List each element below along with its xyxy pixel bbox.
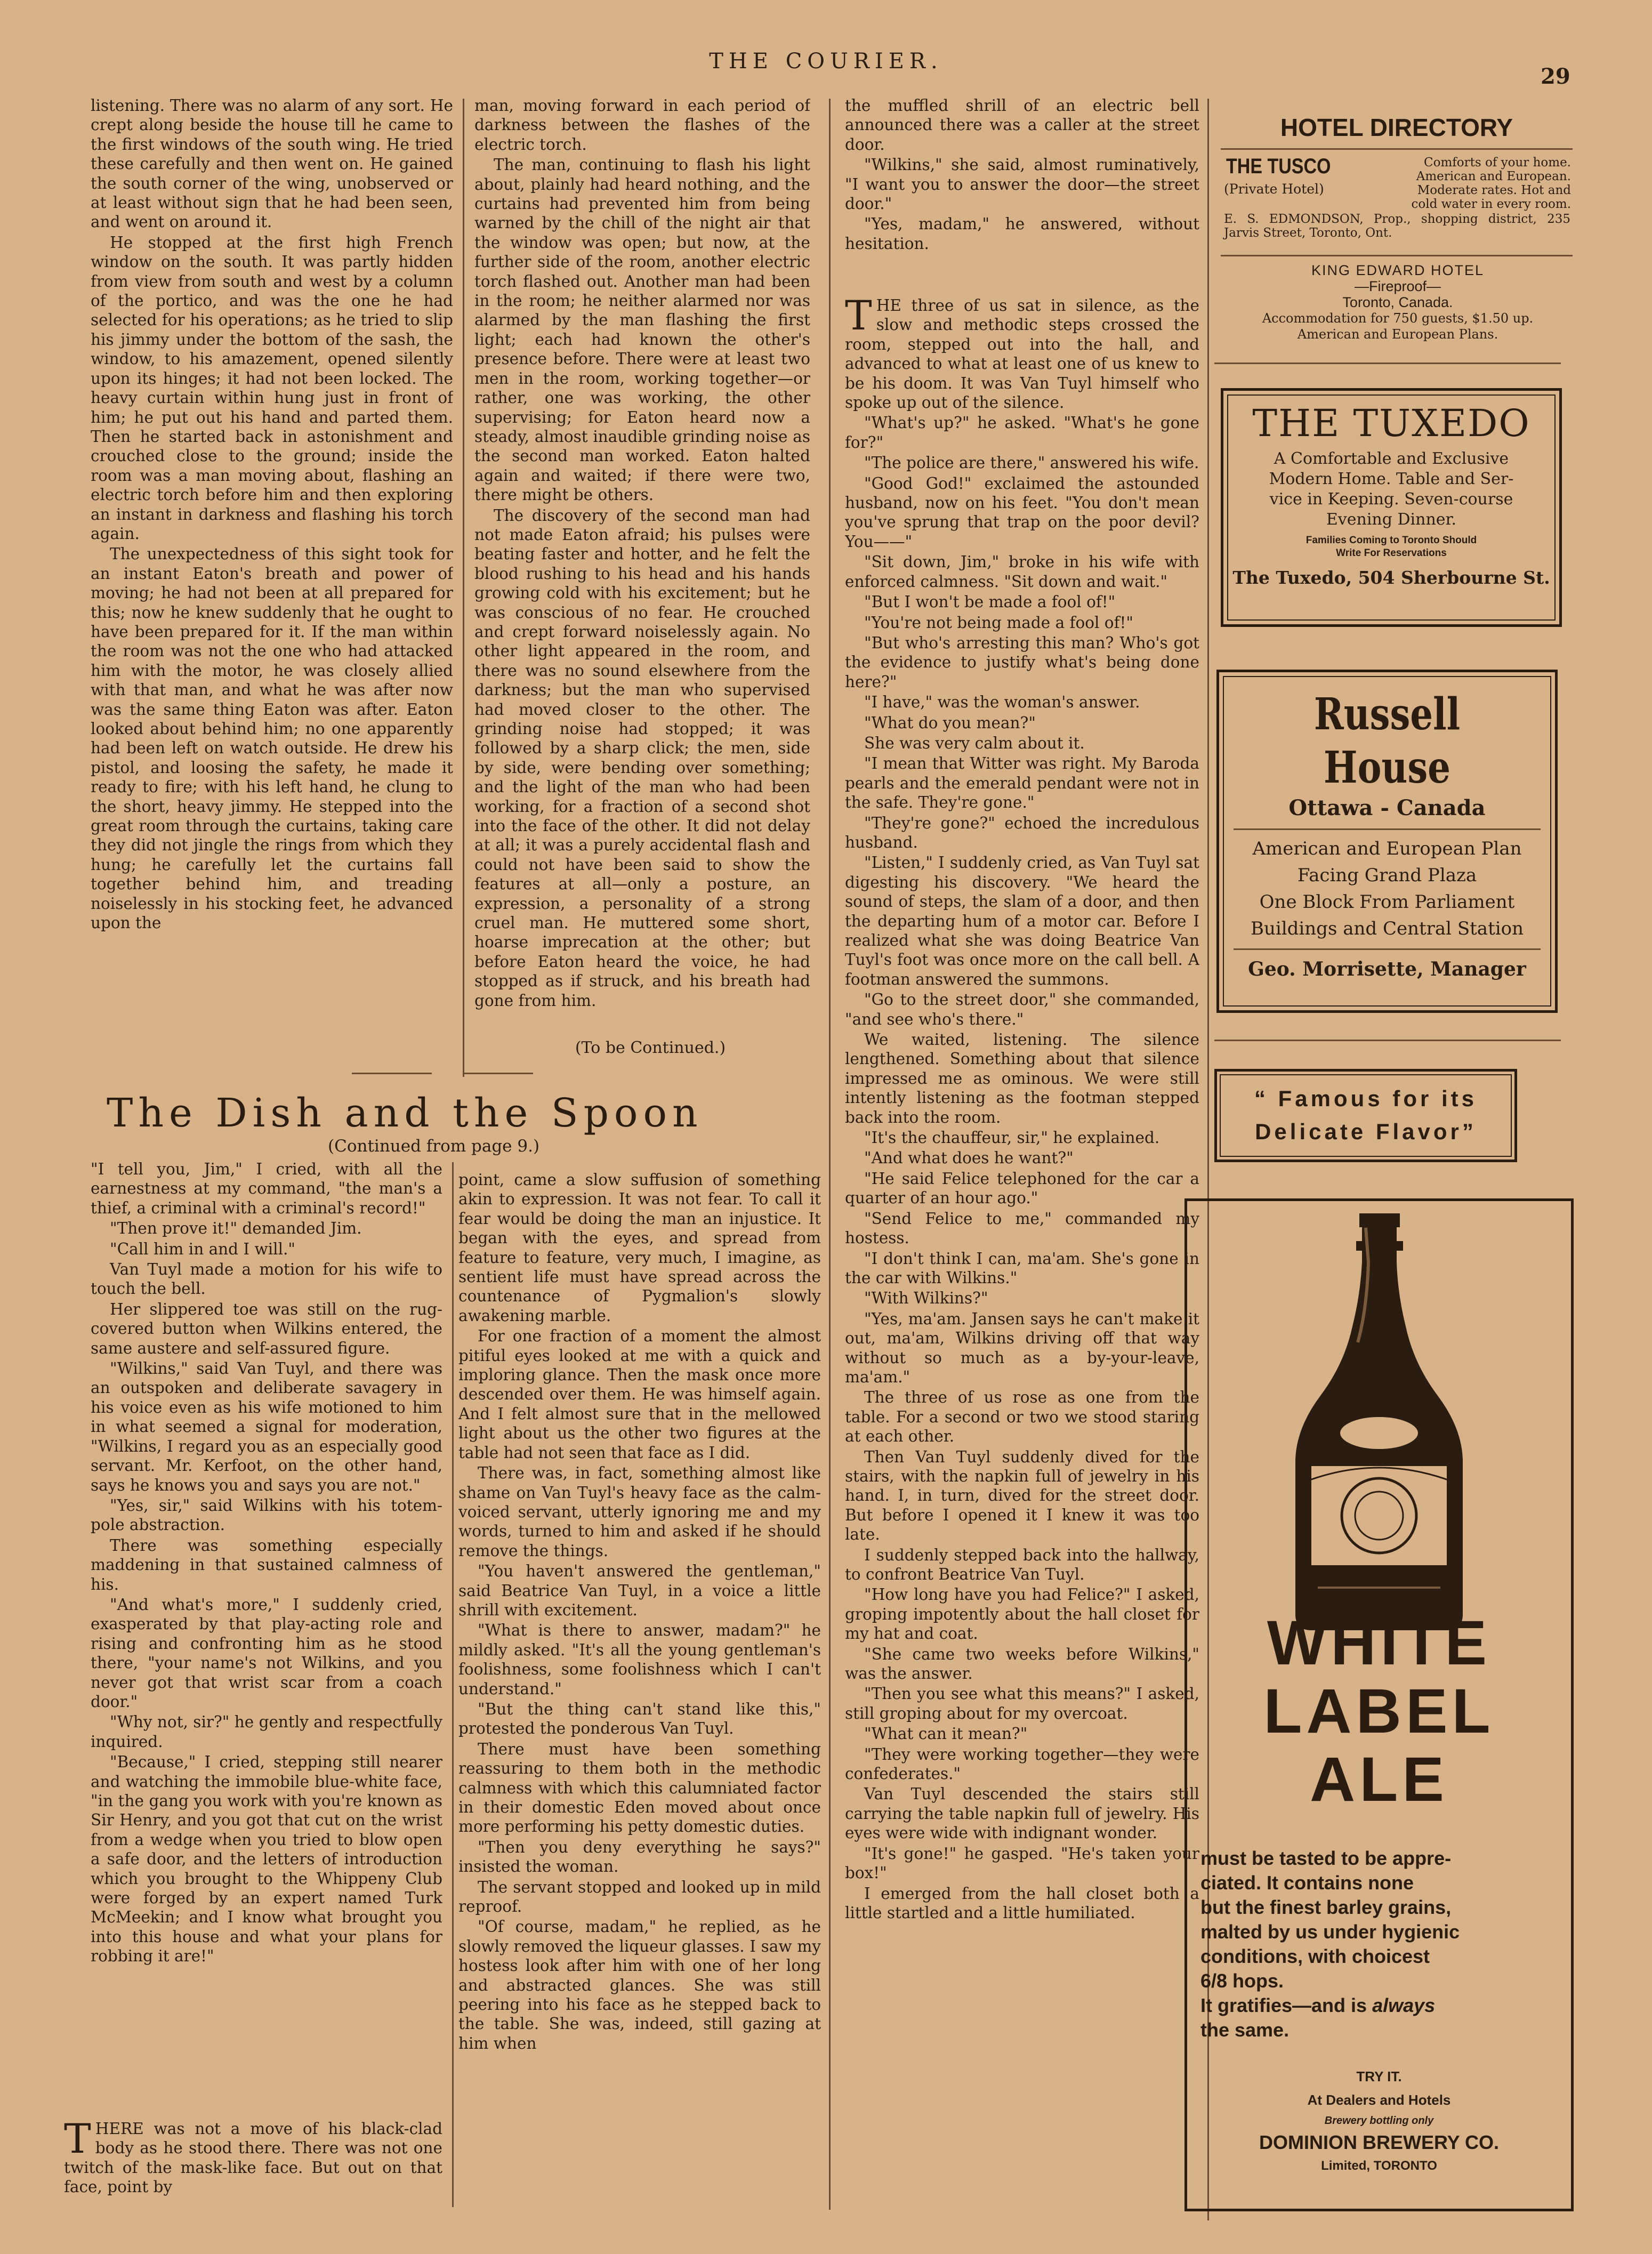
paragraph: "You're not being made a fool of!": [864, 613, 1133, 632]
russell-rule: [1234, 948, 1541, 950]
paragraph: "The police are there," answered his wife.: [864, 454, 1199, 472]
directory-rule: [1221, 148, 1573, 150]
russell-manager: Geo. Morrisette, Manager: [1248, 958, 1526, 980]
column-rule: [463, 99, 464, 1077]
paragraph: point, came a slow suffusion of something akin to expression. It was not fear. To call it fear would be doing the man an injustice. It began with the eyes, and spread from feature to feature, very much, I imagine, as sentient life must have spread across the countenance of Pygmalion's slowly awakening marble.: [458, 1171, 821, 1325]
paragraph: listening. There was no alarm of any sort. He crept along beside the house till he came to the first windows of the south wing. He tried these carefully and then went on. He gained the south corner of the wing, unobserved or at least without sign that he had been seen, and went on around it.: [91, 96, 453, 231]
paragraph: HERE was not a move of his black-clad body as he stood there. There was not one twitch of the mask-like face. But out on that face, point by: [64, 2120, 442, 2196]
paragraph: "She came two weeks before Wilkins," was the answer.: [845, 1645, 1199, 1683]
russell-city: Ottawa - Canada: [1288, 795, 1486, 820]
tuxedo-line: Evening Dinner.: [1326, 510, 1457, 529]
paragraph: "Then you deny everything he says?" insisted the woman.: [458, 1838, 821, 1876]
paragraph: "He said Felice telephoned for the car a quarter of an hour ago.": [845, 1169, 1199, 1207]
ale-body-emphasis: always: [1372, 1994, 1436, 2016]
paragraph: "Why not, sir?" he gently and respectfully inquired.: [91, 1713, 442, 1751]
paragraph: The unexpectedness of this sight took for an instant Eaton's breath and power of moving; he had not been at all prepared for this; now he knew suddenly that he ought to have been prepared for it. If the man within the room was not the one who had attacked him with the motor, he was closely allied with that man, and what he was after now was the same thing Eaton was after. Eaton looked about behind him; no one apparently had been left on watch outside. He drew his pistol, and loosing the safety, he made it ready to fire; with his left hand, he clung to the short, heavy jimmy. He stepped into the great room through the curtains, taking care they did not jingle the rings from which they hung; he carefully let the curtains fall together behind him, and treading noiselessly in his stocking feet, he advanced upon the: [91, 545, 453, 932]
paragraph: There was, in fact, something almost like shame on Van Tuyl's heavy face as the calm-voiced servant, utterly ignoring me and my words, turned to him and asked if he should remove the things.: [458, 1464, 821, 1560]
tusco-address: E. S. EDMONDSON, Prop., shopping district, 235 Jarvis Street, Toronto, Ont.: [1224, 212, 1570, 240]
ale-body: [1200, 1846, 1563, 2042]
russell-line: Buildings and Central Station: [1251, 918, 1524, 939]
paragraph: "Sit down, Jim," broke in his wife with enforced calmness. "Sit down and wait.": [845, 553, 1199, 591]
paragraph: "What is there to answer, madam?" he mildly asked. "It's all the young gentleman's foolishness, some foolishness which I can't understand.": [458, 1621, 821, 1698]
paragraph: The discovery of the second man had not made Eaton afraid; his pulses were beating faster and hotter, and he felt the blood rushing to his head and his hands growing cold with his excitement; but he was conscious of no fear. He crouched and crept forward noiselessly again. No other light appeared in the room, and there was no sound elsewhere from the darkness; but the man who supervised had moved closer to the other. The grinding noise had stopped; it was followed by a sharp click; the men, side by side, were bending over something; and the light of the man who had been working, for a fraction of a second shot into the face of the other. It did not delay at all; it was a purely accidental flash and could not have been said to show the features at all—only a posture, an expression, a personality of a strong cruel man. He muttered some short, hoarse imprecation at the other; but before Eaton heard the voice, he had stopped as if struck, and his breath had gone from him.: [474, 506, 810, 1010]
paragraph: "What do you mean?": [864, 713, 1036, 732]
article-column-1-end: [64, 2119, 442, 2210]
paragraph: She was very calm about it.: [864, 734, 1085, 752]
paragraph: "Then prove it!" demanded Jim.: [110, 1219, 362, 1238]
paragraph: "It's the chauffeur, sir," he explained.: [864, 1129, 1160, 1147]
paragraph: "They're gone?" echoed the incredulous husband.: [845, 814, 1199, 851]
ale-try: TRY IT.: [1356, 2068, 1402, 2084]
paragraph: "You haven't answered the gentleman," said Beatrice Van Tuyl, in a voice a little shrill with excitement.: [458, 1562, 821, 1619]
paragraph: "Good God!" exclaimed the astounded husband, now on his feet. "You don't mean you've sprung that trap on the poor devil? You——": [845, 474, 1199, 551]
to-be-continued: (To be Continued.): [575, 1039, 726, 1057]
tuxedo-line: A Comfortable and Exclusive: [1274, 449, 1509, 468]
paragraph: "Of course, madam," he replied, as he slowly removed the liqueur glasses. I saw my hostess look after him with one of her long and abstracted glances. She was still peering into his face as he stepped back to the table. She was, indeed, still gazing at him when: [458, 1918, 821, 2052]
column-rule: [829, 99, 831, 2210]
paragraph: Then Van Tuyl suddenly dived for the stairs, with the napkin full of jewelry in his hand. I, in turn, dived for the street door. But before I opened it I knew it was too late.: [845, 1447, 1199, 1544]
king-edward-line: American and European Plans.: [1297, 327, 1498, 342]
article-column-1: [91, 1160, 442, 2098]
paragraph: "And what's more," I suddenly cried, exasperated by that play-acting role and rising and confronting him as he stood there, "your name's not Wilkins, and you never got that wrist scar from a coach door.": [91, 1595, 442, 1711]
paragraph: The man, continuing to flash his light about, plainly had heard nothing, and the curtains had prevented him from being warned by the chill of the night air that the window was open; but now, at the further side of the room, another electric torch flashed out. Another man had been in the room; he neither alarmed nor was alarmed by the man flashing the first light; each had known the other's presence before. There were at least two men in the room, working together—or rather, one was working, the other supervising; for Eaton heard now a steady, almost inaudible grinding noise as the second man worked. Eaton halted again and waited; if there were two, there might be others.: [474, 156, 810, 504]
article-subtitle: (Continued from page 9.): [328, 1137, 540, 1156]
serial-column-2: [474, 96, 810, 1050]
russell-name: Russell House: [1313, 689, 1461, 793]
paragraph: "And what does he want?": [864, 1149, 1074, 1168]
ale-brand-line: ALE: [1310, 1744, 1448, 1815]
tusco-ad: [1222, 155, 1574, 256]
directory-rule: [1221, 255, 1573, 256]
tuxedo-line: Families Coming to Toronto Should: [1306, 535, 1477, 546]
tuxedo-line: Write For Reservations: [1336, 548, 1447, 559]
ale-body-line: ciated. It contains none: [1200, 1872, 1414, 1894]
russell-line: American and European Plan: [1252, 838, 1522, 859]
paragraph: man, moving forward in each period of darkness between the flashes of the electric torch.: [474, 96, 810, 154]
russell-line: Facing Grand Plaza: [1297, 865, 1477, 886]
ale-body-line: [1200, 1993, 1563, 2018]
paragraph: The three of us rose as one from the table. For a second or two we stood staring at each other.: [845, 1388, 1199, 1446]
king-edward-line: Accommodation for 750 guests, $1.50 up.: [1262, 311, 1534, 326]
tusco-sub: (Private Hotel): [1224, 181, 1324, 197]
russell-content: [1223, 688, 1551, 983]
ale-bottling: Brewery bottling only: [1324, 2115, 1434, 2127]
ale-brand: [1184, 1609, 1574, 1814]
paragraph: For one fraction of a moment the almost pitiful eyes looked at me with a quick and imploring glance. Then the mask once more descended over them. He was himself again. And I felt almost sure that in the mellowed light about us the other two figures at the table had not seen that face as I did.: [458, 1327, 821, 1462]
paragraph: I emerged from the hall closet both a little startled and a little humiliated.: [845, 1884, 1199, 1922]
ale-body-text: It gratifies—and is: [1200, 1994, 1373, 2016]
bottle-icon: [1184, 1204, 1574, 1646]
ale-ad-content: [1184, 1198, 1574, 2211]
tuxedo-address: The Tuxedo, 504 Sherbourne St.: [1232, 567, 1550, 588]
ale-brand-line: WHITE: [1267, 1608, 1492, 1678]
paragraph: "Send Felice to me," commanded my hostess.: [845, 1209, 1199, 1247]
paragraph: "It's gone!" he gasped. "He's taken your box!": [845, 1844, 1199, 1882]
paragraph: "They were working together—they were confederates.": [845, 1745, 1199, 1783]
directory-rule: [1214, 363, 1561, 364]
paragraph: "With Wilkins?": [864, 1289, 988, 1308]
paragraph: "I have," was the woman's answer.: [864, 693, 1140, 712]
paragraph: "Then you see what this means?" I asked, still groping about for my overcoat.: [845, 1685, 1199, 1722]
paragraph: Van Tuyl descended the stairs still carrying the table napkin full of jewelry. His eyes were wide with indignant wonder.: [845, 1785, 1199, 1842]
king-edward-line: —Fireproof—: [1354, 278, 1441, 294]
ale-limited: Limited, TORONTO: [1321, 2159, 1437, 2173]
paragraph: "Listen," I suddenly cried, as Van Tuyl sat digesting his discovery. "We heard the sound of steps, the slam of a door, and then the departing hum of a motor car. Before I realized what she was doing Beatrice Van Tuyl's foot was once more on the call bell. A footman answered the summons.: [845, 854, 1199, 988]
ale-body-line: the same.: [1200, 2019, 1290, 2041]
paragraph: The servant stopped and looked up in mild reproof.: [458, 1878, 821, 1916]
paragraph: "But the thing can't stand like this," protested the ponderous Van Tuyl.: [458, 1700, 821, 1738]
ale-footer: [1184, 2065, 1574, 2177]
tusco-details: [1358, 156, 1571, 211]
paragraph: "I tell you, Jim," I cried, with all the earnestness at my command, "the man's a thief, a criminal with a criminal's record!": [91, 1160, 442, 1217]
flavor-line: “ Famous for its: [1254, 1086, 1478, 1111]
article-column-3: [845, 296, 1199, 2215]
paragraph: "Call him in and I will.": [110, 1239, 295, 1258]
king-edward-name: KING EDWARD HOTEL: [1311, 262, 1485, 278]
ale-body-line: malted by us under hygienic: [1200, 1921, 1460, 1943]
paragraph: "But who's arresting this man? Who's got the evidence to justify what's being done here?": [845, 633, 1199, 691]
serial-column-1: [91, 96, 453, 1066]
russell-rule: [1234, 828, 1541, 830]
drop-cap: T: [64, 2119, 91, 2162]
paragraph: Van Tuyl made a motion for his wife to touch the bell.: [91, 1260, 442, 1298]
paragraph: "Yes, ma'am. Jansen says he can't make it out, ma'am, Wilkins driving off that way without so much as a by-your-leave, ma'am.": [845, 1309, 1199, 1386]
paragraph: "How long have you had Felice?" I asked, groping impotently about the hall closet for my hat and coat.: [845, 1585, 1199, 1643]
tusco-line: American and European.: [1416, 170, 1571, 183]
page-header: THE COURIER.: [709, 49, 943, 74]
paragraph: HE three of us sat in silence, as the slow and methodic steps crossed the room, stepped out into the hall, and advanced to what at least one of us knew to be his doom. It was Van Tuyl himself who spoke up out of the silence.: [845, 296, 1199, 412]
king-edward-line: Toronto, Canada.: [1342, 294, 1453, 310]
flavor-text: [1220, 1082, 1512, 1148]
tuxedo-line: Modern Home. Table and Ser-: [1269, 470, 1514, 488]
ad-rule: [1214, 1040, 1561, 1041]
ale-dealers: At Dealers and Hotels: [1307, 2092, 1451, 2108]
article-column-3-top: [845, 96, 1199, 288]
tuxedo-content: [1227, 401, 1556, 590]
paragraph: "I mean that Witter was right. My Baroda pearls and the emerald pendant were not in the safe. They're gone.": [845, 754, 1199, 812]
tusco-line: Moderate rates. Hot and: [1417, 183, 1571, 197]
column-rule: [452, 1162, 454, 2207]
paragraph: "Yes, sir," said Wilkins with his totem-pole abstraction.: [91, 1496, 442, 1534]
paragraph: Her slippered toe was still on the rug-covered button when Wilkins entered, the same austere and self-assured figure.: [91, 1300, 442, 1357]
paragraph: "Wilkins," said Van Tuyl, and there was an outspoken and deliberate savagery in his voice even as his wife motioned to him in what seemed a signal for moderation, "Wilkins, I regard you as an especially good servant. Mr. Kerfoot, on the other hand, says he knows you and says you are not.": [91, 1359, 442, 1494]
ale-body-line: but the finest barley grains,: [1200, 1896, 1452, 1918]
article-column-2: [458, 1170, 821, 2212]
ale-body-line: conditions, with choicest: [1200, 1945, 1430, 1967]
article-title: The Dish and the Spoon: [107, 1090, 703, 1136]
tusco-line: Comforts of your home.: [1424, 156, 1571, 170]
paragraph: "What can it mean?": [864, 1725, 1028, 1743]
end-rule: [352, 1073, 432, 1074]
tuxedo-name: THE TUXEDO: [1252, 401, 1530, 445]
end-rule: [464, 1073, 533, 1074]
ale-brand-line: LABEL: [1263, 1676, 1495, 1746]
tuxedo-line: vice in Keeping. Seven-course: [1269, 490, 1513, 509]
hotel-directory-title: HOTEL DIRECTORY: [1280, 114, 1513, 141]
king-edward-ad: [1222, 262, 1574, 342]
paragraph: "I don't think I can, ma'am. She's gone in the car with Wilkins.": [845, 1249, 1199, 1287]
paragraph: He stopped at the first high French window on the south. It was partly hidden from view from south and west by a column of the portico, and was the one he had selected for his operations; as he tried to slip his jimmy under the bottom of the sash, the window, to his amazement, opened silently upon its hinges; it had not been locked. The heavy curtain within hung just in front of him; he put out his hand and parted them. Then he started back in astonishment and crouched close to the ground; inside the room was a man moving about, flashing an electric torch before him and then exploring an instant in darkness and flashing his torch again.: [91, 233, 453, 543]
russell-line: One Block From Parliament: [1259, 891, 1515, 913]
flavor-line: Delicate Flavor”: [1255, 1119, 1477, 1144]
paragraph: "Yes, madam," he answered, without hesitation.: [845, 215, 1199, 253]
page-number: 29: [1541, 64, 1570, 89]
paragraph: We waited, listening. The silence lengthened. Something about that silence impressed me as ominous. We were still intently listening as the footman stepped back into the room.: [845, 1031, 1199, 1126]
paragraph: "Wilkins," she said, almost ruminatively, "I want you to answer the door—the street door.": [845, 156, 1199, 213]
paragraph: "Go to the street door," she commanded, "and see who's there.": [845, 991, 1199, 1028]
paragraph: There must have been something reassuring to them both in the methodic calmness with which this calumniated factor in their domestic Eden moved about once more performing his petty domestic duties.: [458, 1740, 821, 1836]
paragraph: "Because," I cried, stepping still nearer and watching the immobile blue-white face, "in the gang you work with you're known as Sir Henry, and you got that cut on the wrist from a wedge when you tried to blow open a safe door, and the letters of introduction which you brought to the Whippeny Club were forged by an expert named Turk McMeekin; and I know what brought you into this house and what your plans for robbing it are!": [91, 1753, 442, 1966]
paragraph: "But I won't be made a fool of!": [864, 593, 1116, 611]
ale-company: DOMINION BREWERY CO.: [1259, 2131, 1500, 2153]
ale-body-line: 6/8 hops.: [1200, 1970, 1284, 1992]
paragraph: "What's up?" he asked. "What's he gone for?": [845, 414, 1199, 452]
paragraph: There was something especially maddening in that sustained calmness of his.: [91, 1536, 442, 1593]
tusco-line: cold water in every room.: [1411, 197, 1571, 211]
paragraph: the muffled shrill of an electric bell announced there was a caller at the street door.: [845, 96, 1199, 154]
paragraph: I suddenly stepped back into the hallway, to confront Beatrice Van Tuyl.: [845, 1545, 1199, 1583]
ale-body-line: must be tasted to be appre-: [1200, 1847, 1452, 1869]
tusco-name: THE TUSCO: [1226, 155, 1331, 178]
drop-cap: T: [845, 296, 872, 339]
